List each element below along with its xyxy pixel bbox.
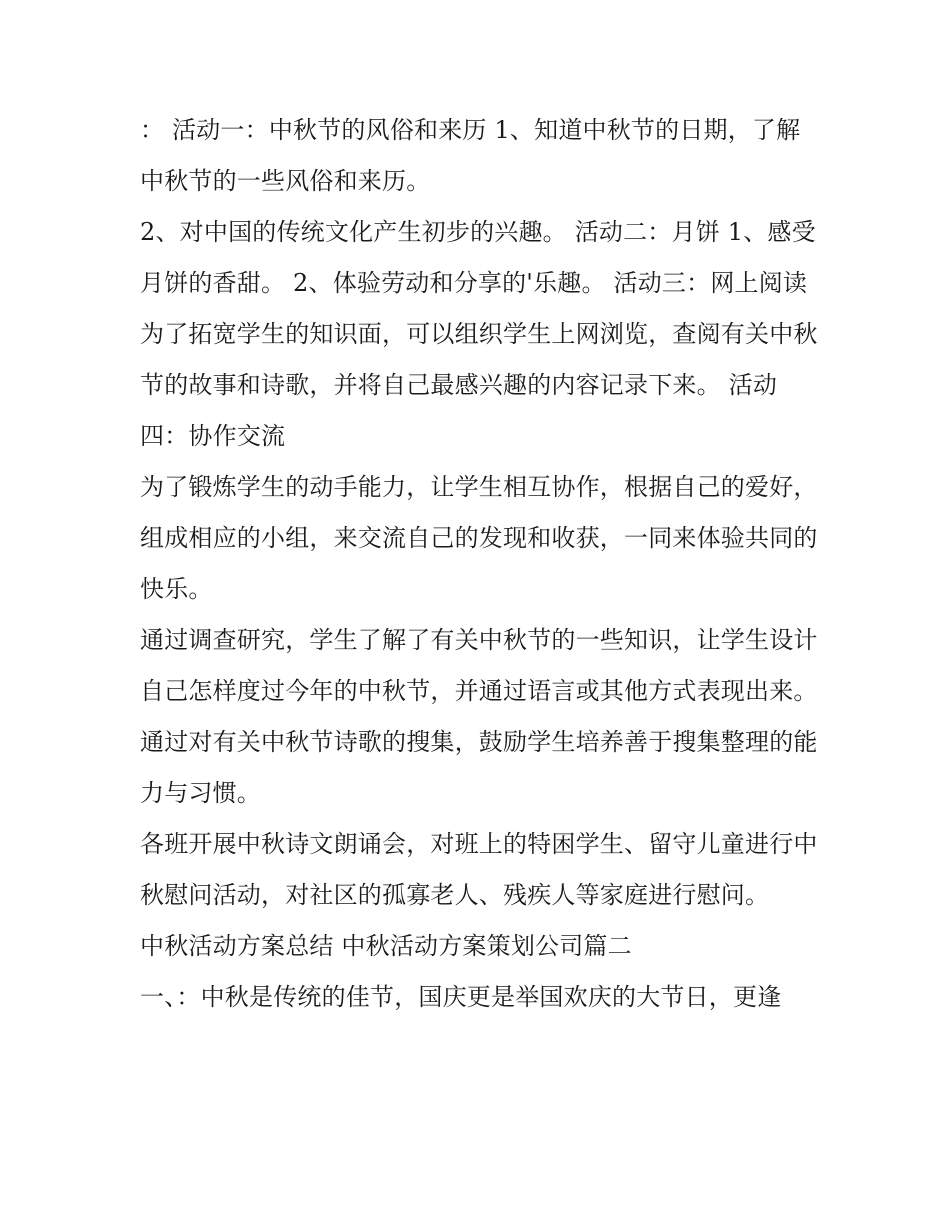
paragraph-survey-research: 通过调查研究，学生了解了有关中秋节的一些知识，让学生设计自己怎样度过今年的中秋节，并通过语言或其他方式表现出来。 [140, 626, 818, 705]
paragraph-intro-part-two: 一、：中秋是传统的佳节，国庆更是举国欢庆的大节日，更逢 [140, 983, 782, 1011]
paragraph-recitation: 各班开展中秋诗文朗诵会，对班上的特困学生、留守儿童进行中秋慰问活动，对社区的孤寡老人、残疾人等家庭进行慰问。 [140, 830, 818, 909]
paragraph-online-reading: 为了拓宽学生的知识面，可以组织学生上网浏览，查阅有关中秋节的故事和诗歌，并将自己最感兴趣的内容记录下来。 活动四：协作交流 [140, 320, 818, 450]
section-heading: 中秋活动方案总结 中秋活动方案策划公司篇二 [140, 932, 632, 960]
document-body [140, 105, 820, 1023]
paragraph-collaboration: 为了锻炼学生的动手能力，让学生相互协作，根据自己的爱好，组成相应的小组，来交流自己的发现和收获，一同来体验共同的快乐。 [140, 473, 818, 603]
paragraph-activity-one: ： 活动一：中秋节的风俗和来历 1、知道中秋节的日期，了解中秋节的一些风俗和来历。 [140, 116, 801, 195]
paragraph-poem-collection: 通过对有关中秋节诗歌的搜集，鼓励学生培养善于搜集整理的能力与习惯。 [140, 728, 818, 807]
paragraph-activity-two-three: 2、对中国的传统文化产生初步的兴趣。 活动二：月饼 1、感受月饼的香甜。 2、体验劳动和分享的'乐趣。 活动三：网上阅读 [140, 218, 816, 297]
